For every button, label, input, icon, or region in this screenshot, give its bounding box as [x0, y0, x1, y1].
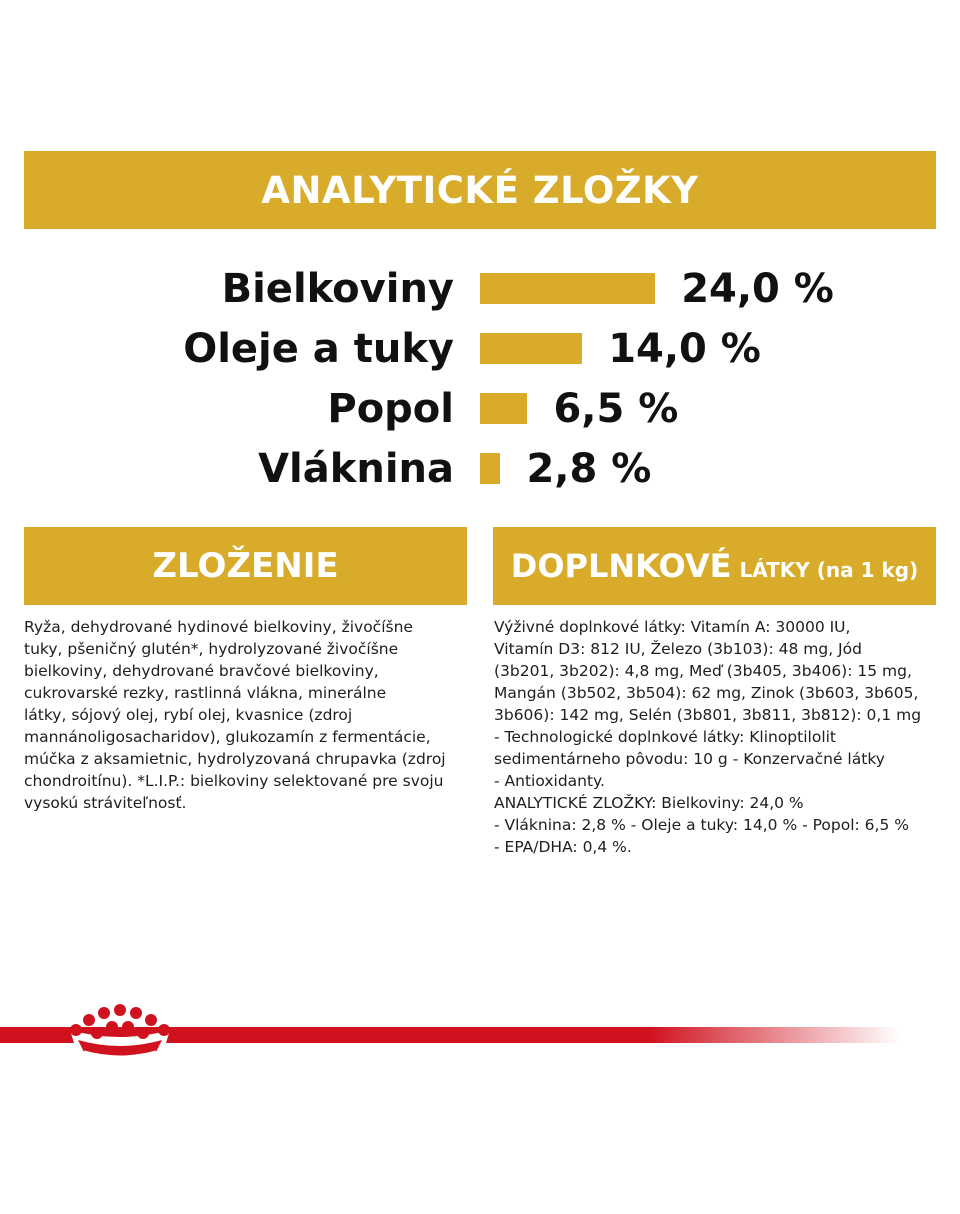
nutrient-label: Vláknina [258, 446, 454, 492]
nutrient-bar [480, 273, 655, 304]
composition-text: Ryža, dehydrované hydinové bielkoviny, živočíšne tuky, pšeničný glutén*, hydrolyzované živočíšne bielkoviny, dehydrované bravčové bielkoviny, cukrovarské rezky, rastlinná vlákna, minerálne látky, sójový olej, rybí olej, kvasnice (zdroj mannánoligosacharidov), glukozamín z fermentácie, múčka z aksamietnic, hydrolyzovaná chrupavka (zdroj chondroitínu). *L.I.P.: bielkoviny selektované pre svoju vysokú stráviteľnosť. [24, 618, 446, 812]
additives-text: Výživné doplnkové látky: Vitamín A: 30000 IU, Vitamín D3: 812 IU, Železo (3b103): 48 mg, Jód (3b201, 3b202): 4,8 mg, Meď (3b405, 3b406): 15 mg, Mangán (3b502, 3b504): 62 mg, Zinok (3b603, 3b605, 3b606): 142 mg, Selén (3b801, 3b811, 3b812): 0,1 mg - Technologické doplnkové látky: Klinoptilolit sedimentárneho pôvodu: 10 g - Konzervačné látky - Antioxidanty. ANALYTICKÉ ZLOŽKY: Bielkoviny: 24,0 % - Vláknina: 2,8 % - Oleje a tuky: 14,0 % - Popol: 6,5 % - EPA/DHA: 0,4 %. [494, 618, 922, 856]
nutrient-row-fiber [0, 441, 960, 497]
nutrient-value: 6,5 % [553, 386, 679, 432]
analytic-components-banner [24, 151, 936, 229]
nutrient-row-ash [0, 381, 960, 437]
nutrient-value: 2,8 % [526, 446, 652, 492]
nutrient-bar [480, 393, 527, 424]
nutrient-bar [480, 333, 582, 364]
nutrient-value: 14,0 % [608, 326, 761, 372]
composition-title: ZLOŽENIE [152, 546, 339, 586]
additives-title: DOPLNKOVÉ [510, 547, 732, 585]
nutrient-value: 24,0 % [681, 266, 834, 312]
crown-logo [64, 1000, 176, 1066]
analytic-components-title: ANALYTICKÉ ZLOŽKY [261, 168, 699, 212]
nutrient-label: Bielkoviny [221, 266, 454, 312]
nutrient-label: Popol [327, 386, 454, 432]
composition-banner [24, 527, 467, 605]
additives-banner [493, 527, 936, 605]
nutrient-row-fats [0, 321, 960, 377]
nutrient-label: Oleje a tuky [183, 326, 454, 372]
nutrient-bar [480, 453, 500, 484]
additives-subtitle: LÁTKY (na 1 kg) [739, 558, 919, 582]
nutrient-row-protein [0, 261, 960, 317]
